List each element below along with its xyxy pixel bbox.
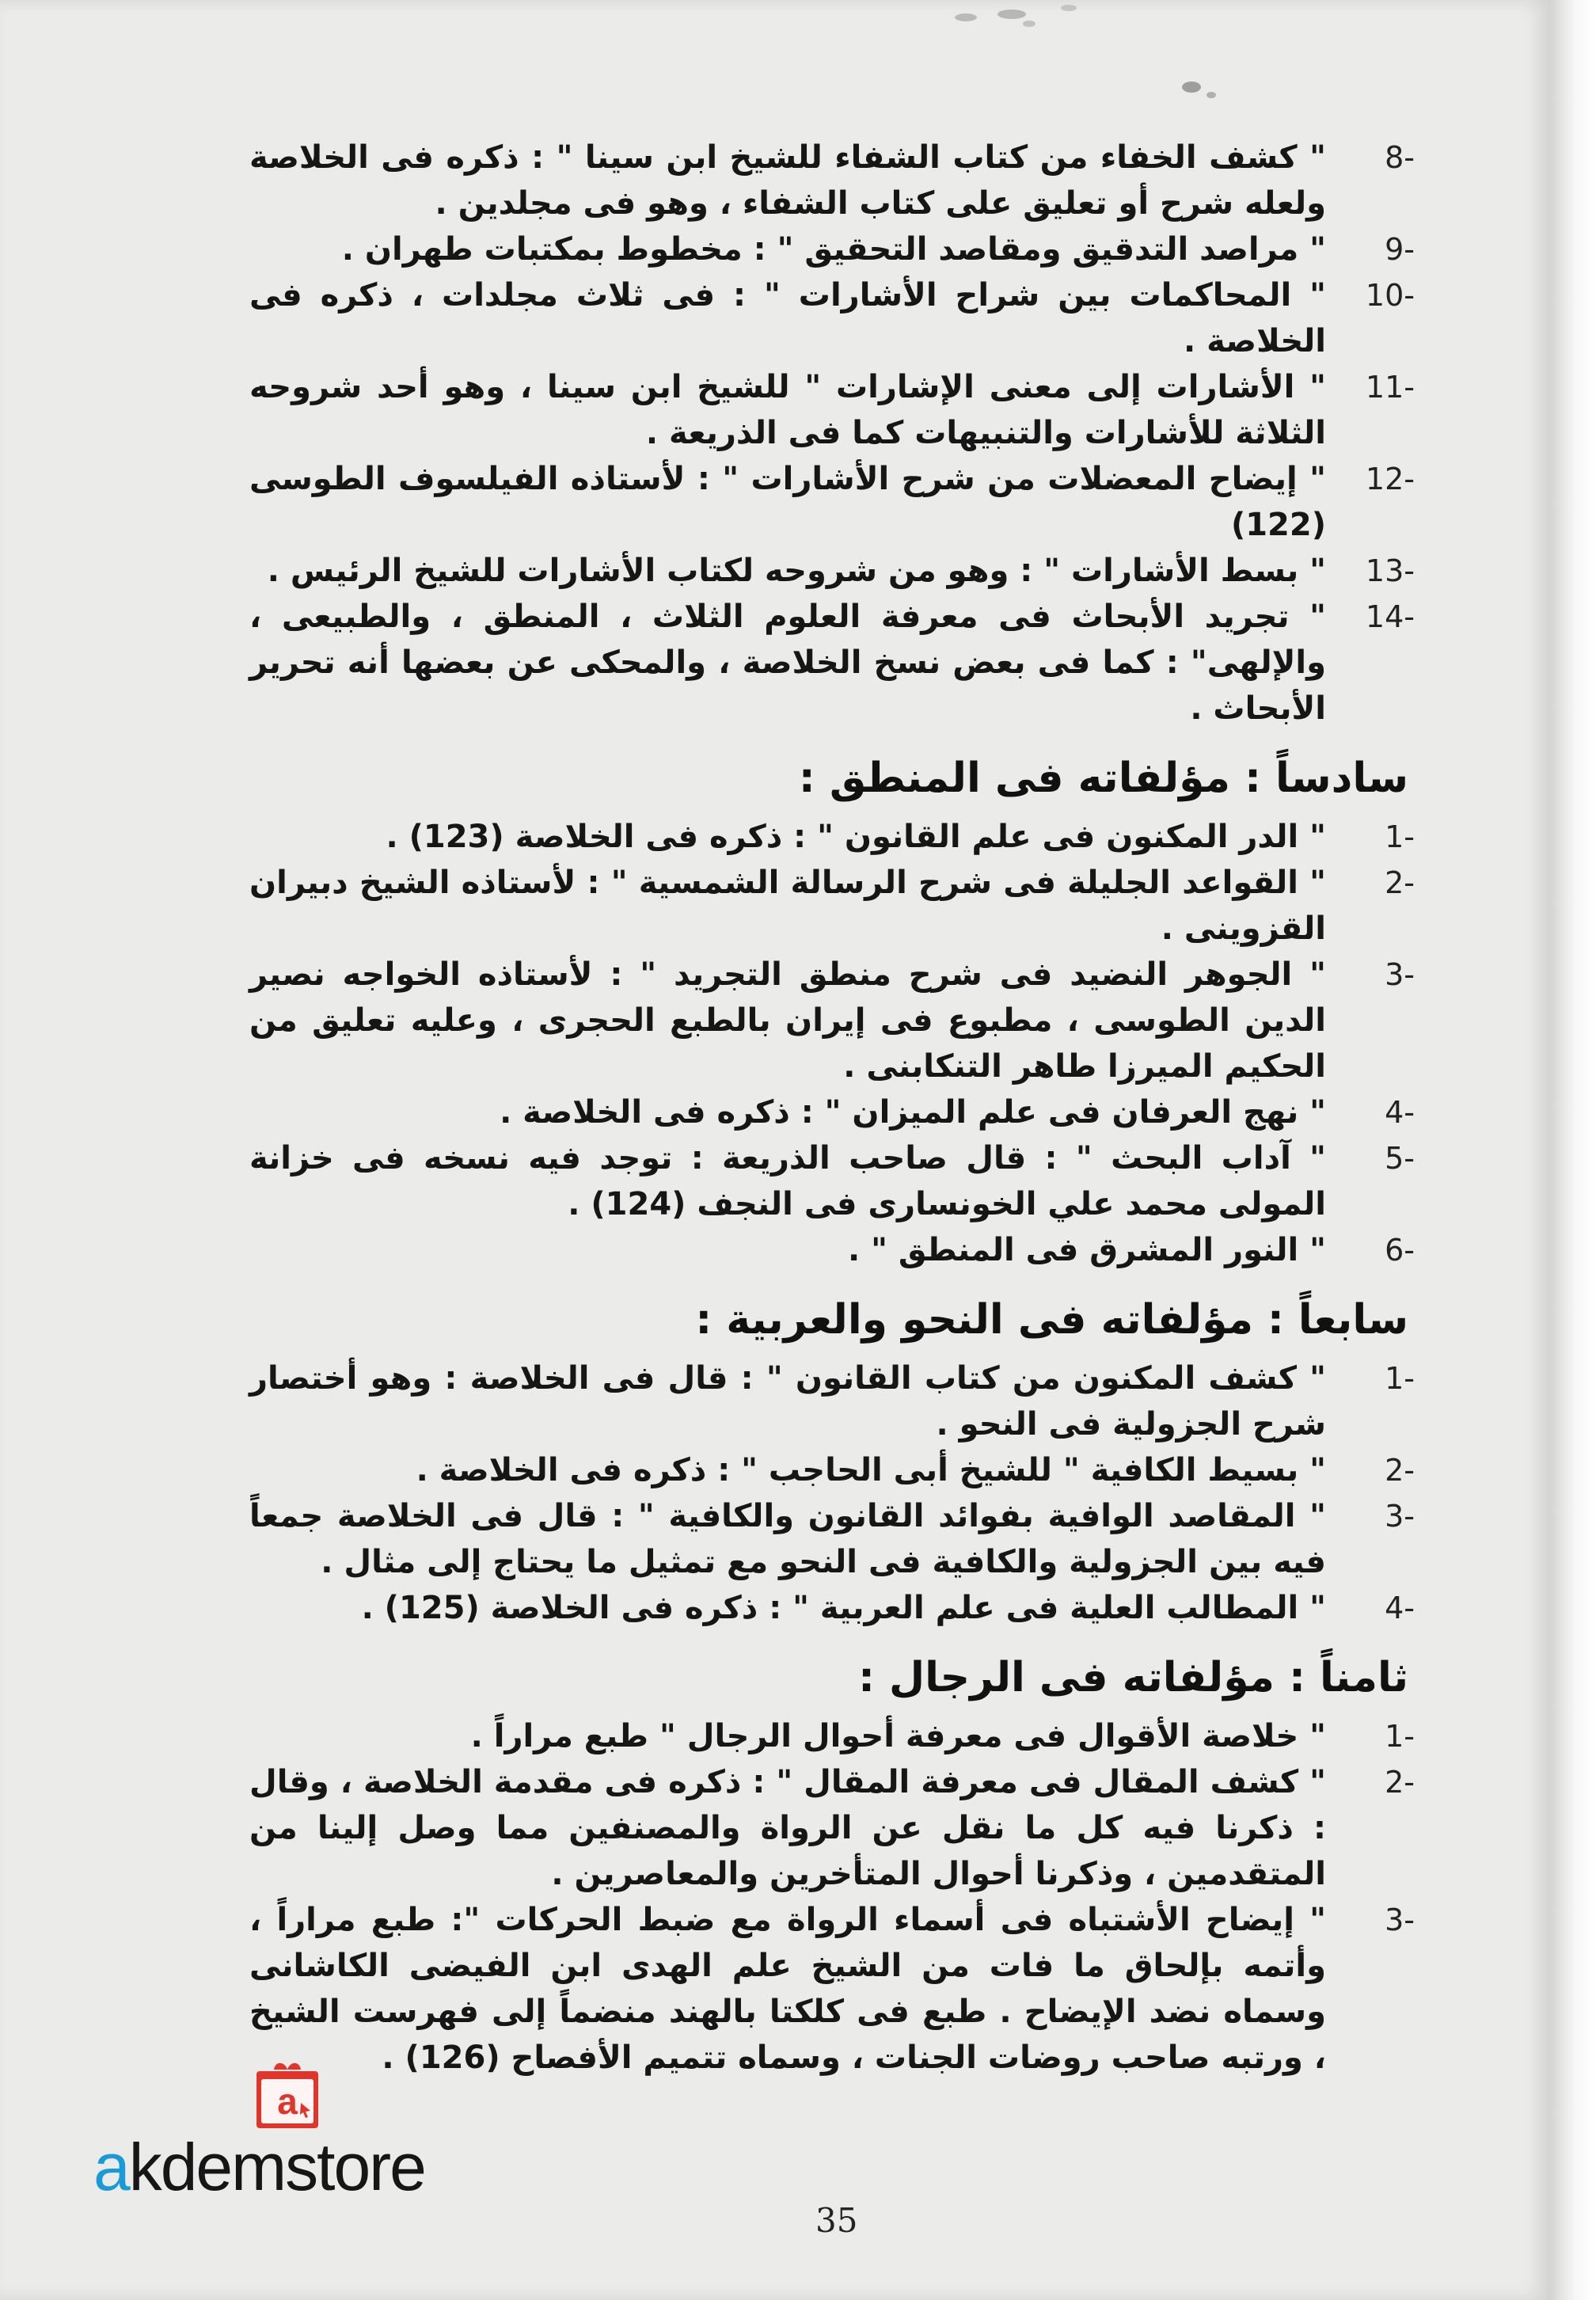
item-text: " إيضاح الأشتباه فى أسماء الرواة مع ضبط الحركات ": طبع مراراً ، وأتمه بإلحاق ما فات من الشيخ علم الهدى ابن الفيضى الكاشانى وسماه نضد الإيضاح . طبع فى كلكتا بالهند منضماً إلى فهرست الشيخ ، ورتبه صاحب روضات الجنات ، وسماه تتميم الأفصاح (126) .	[249, 1902, 1326, 2076]
item-text: " الأشارات إلى معنى الإشارات " للشيخ ابن سينا ، وهو أحد شروحه الثلاثة للأشارات والتنبيهات كما فى الذريعة .	[249, 369, 1326, 451]
svg-text:a: a	[277, 2081, 298, 2122]
rijal-list	[249, 1713, 1415, 2081]
list-item	[249, 952, 1415, 1089]
item-number: 8-	[1385, 140, 1415, 175]
item-number: 3-	[1385, 1499, 1415, 1534]
brand-rest: kdemstore	[128, 2130, 425, 2204]
list-item	[249, 456, 1415, 548]
item-number: 2-	[1385, 1453, 1415, 1488]
item-text: " تجريد الأبحاث فى معرفة العلوم الثلاث ، المنطق ، والطبيعى ، والإلهى" : كما فى بعض نسخ الخلاصة ، والمحكى عن بعضها أنه تحرير الأبحاث .	[249, 599, 1326, 727]
page-body	[249, 135, 1415, 2081]
list-item	[249, 1355, 1415, 1447]
logic-list	[249, 814, 1415, 1273]
item-number: 1-	[1385, 819, 1415, 854]
item-text: " إيضاح المعضلات من شرح الأشارات " : لأستاذه الفيلسوف الطوسى (122)	[249, 461, 1326, 543]
item-number: 2-	[1385, 865, 1415, 900]
list-item	[249, 548, 1415, 594]
item-number: 3-	[1385, 957, 1415, 992]
item-text: " المطالب العلية فى علم العربية " : ذكره فى الخلاصة (125) .	[361, 1590, 1326, 1626]
list-item	[249, 860, 1415, 952]
grammar-list	[249, 1355, 1415, 1631]
item-text: " المقاصد الوافية بفوائد القانون والكافية " : قال فى الخلاصة جمعاً فيه بين الجزولية والكافية فى النحو مع تمثيل ما يحتاج إلى مثال .	[249, 1498, 1326, 1580]
item-number: 1-	[1385, 1719, 1415, 1754]
list-item	[249, 814, 1415, 860]
item-number: 11-	[1365, 370, 1415, 405]
akdemstore-logo	[93, 2059, 521, 2204]
page-edge	[1550, 0, 1596, 2300]
page-number: 35	[815, 2201, 858, 2240]
item-number: 6-	[1385, 1233, 1415, 1268]
list-item	[249, 1135, 1415, 1227]
item-text: " بسيط الكافية " للشيخ أبى الحاجب " : ذكره فى الخلاصة .	[416, 1452, 1326, 1488]
item-text: " آداب البحث " : قال صاحب الذريعة : توجد فيه نسخه فى خزانة المولى محمد علي الخونسارى فى النجف (124) .	[249, 1140, 1326, 1222]
list-item	[249, 1089, 1415, 1135]
list-item	[249, 272, 1415, 364]
intro-list	[249, 135, 1415, 732]
item-text: " كشف المقال فى معرفة المقال " : ذكره فى مقدمة الخلاصة ، وقال : ذكرنا فيه كل ما نقل عن الرواة والمصنفين مما وصل إلينا من المتقدمين ، وذكرنا أحوال المتأخرين والمعاصرين .	[249, 1764, 1326, 1892]
brand-wordmark	[93, 2131, 425, 2203]
list-item	[249, 1759, 1415, 1897]
item-text: " خلاصة الأقوال فى معرفة أحوال الرجال " طبع مراراً .	[470, 1718, 1326, 1754]
item-text: " المحاكمات بين شراح الأشارات " : فى ثلاث مجلدات ، ذكره فى الخلاصة .	[249, 277, 1326, 359]
list-item	[249, 1447, 1415, 1493]
item-text: " كشف المكنون من كتاب القانون " : قال فى الخلاصة : وهو أختصار شرح الجزولية فى النحو .	[249, 1360, 1326, 1443]
list-item	[249, 1227, 1415, 1273]
list-item	[249, 226, 1415, 272]
item-text: " كشف الخفاء من كتاب الشفاء للشيخ ابن سينا " : ذكره فى الخلاصة ولعله شرح أو تعليق على كتاب الشفاء ، وهو فى مجلدين .	[249, 139, 1326, 222]
section-heading-logic: سادساً : مؤلفاته فى المنطق :	[798, 755, 1408, 802]
section-heading-grammar: سابعاً : مؤلفاته فى النحو والعربية :	[695, 1296, 1408, 1344]
item-number: 1-	[1385, 1361, 1415, 1396]
item-text: " القواعد الجليلة فى شرح الرسالة الشمسية " : لأستاذه الشيخ دبيران القزوينى .	[249, 865, 1326, 947]
list-item	[249, 1493, 1415, 1585]
item-number: 2-	[1385, 1765, 1415, 1800]
item-text: " بسط الأشارات " : وهو من شروحه لكتاب الأشارات للشيخ الرئيس .	[267, 553, 1326, 589]
item-text: " الدر المكنون فى علم القانون " : ذكره فى الخلاصة (123) .	[386, 819, 1326, 855]
item-number: 4-	[1385, 1591, 1415, 1625]
list-item	[249, 1713, 1415, 1759]
item-number: 4-	[1385, 1095, 1415, 1130]
list-item	[249, 1585, 1415, 1631]
list-item	[249, 1897, 1415, 2081]
item-number: 3-	[1385, 1903, 1415, 1937]
section-heading-rijal: ثامناً : مؤلفاته فى الرجال :	[858, 1654, 1408, 1701]
item-number: 9-	[1385, 232, 1415, 267]
item-text: " الجوهر النضيد فى شرح منطق التجريد " : لأستاذه الخواجه نصير الدين الطوسى ، مطبوع فى إيران بالطبع الحجرى ، وعليه تعليق من الحكيم الميرزا طاهر التنكابنى .	[249, 956, 1326, 1085]
list-item	[249, 364, 1415, 456]
item-number: 14-	[1365, 599, 1415, 634]
list-item	[249, 135, 1415, 226]
item-number: 13-	[1365, 553, 1415, 588]
item-number: 5-	[1385, 1141, 1415, 1176]
book-gift-box-icon	[252, 2059, 323, 2131]
item-number: 12-	[1365, 462, 1415, 496]
item-text: " نهج العرفان فى علم الميزان " : ذكره فى الخلاصة .	[500, 1094, 1326, 1131]
list-item	[249, 594, 1415, 732]
item-text: " النور المشرق فى المنطق " .	[847, 1232, 1326, 1268]
scan-specks	[918, 0, 1251, 111]
item-text: " مراصد التدقيق ومقاصد التحقيق " : مخطوط بمكتبات طهران .	[341, 231, 1326, 268]
item-number: 10-	[1365, 278, 1415, 313]
brand-prefix: a	[93, 2130, 129, 2204]
